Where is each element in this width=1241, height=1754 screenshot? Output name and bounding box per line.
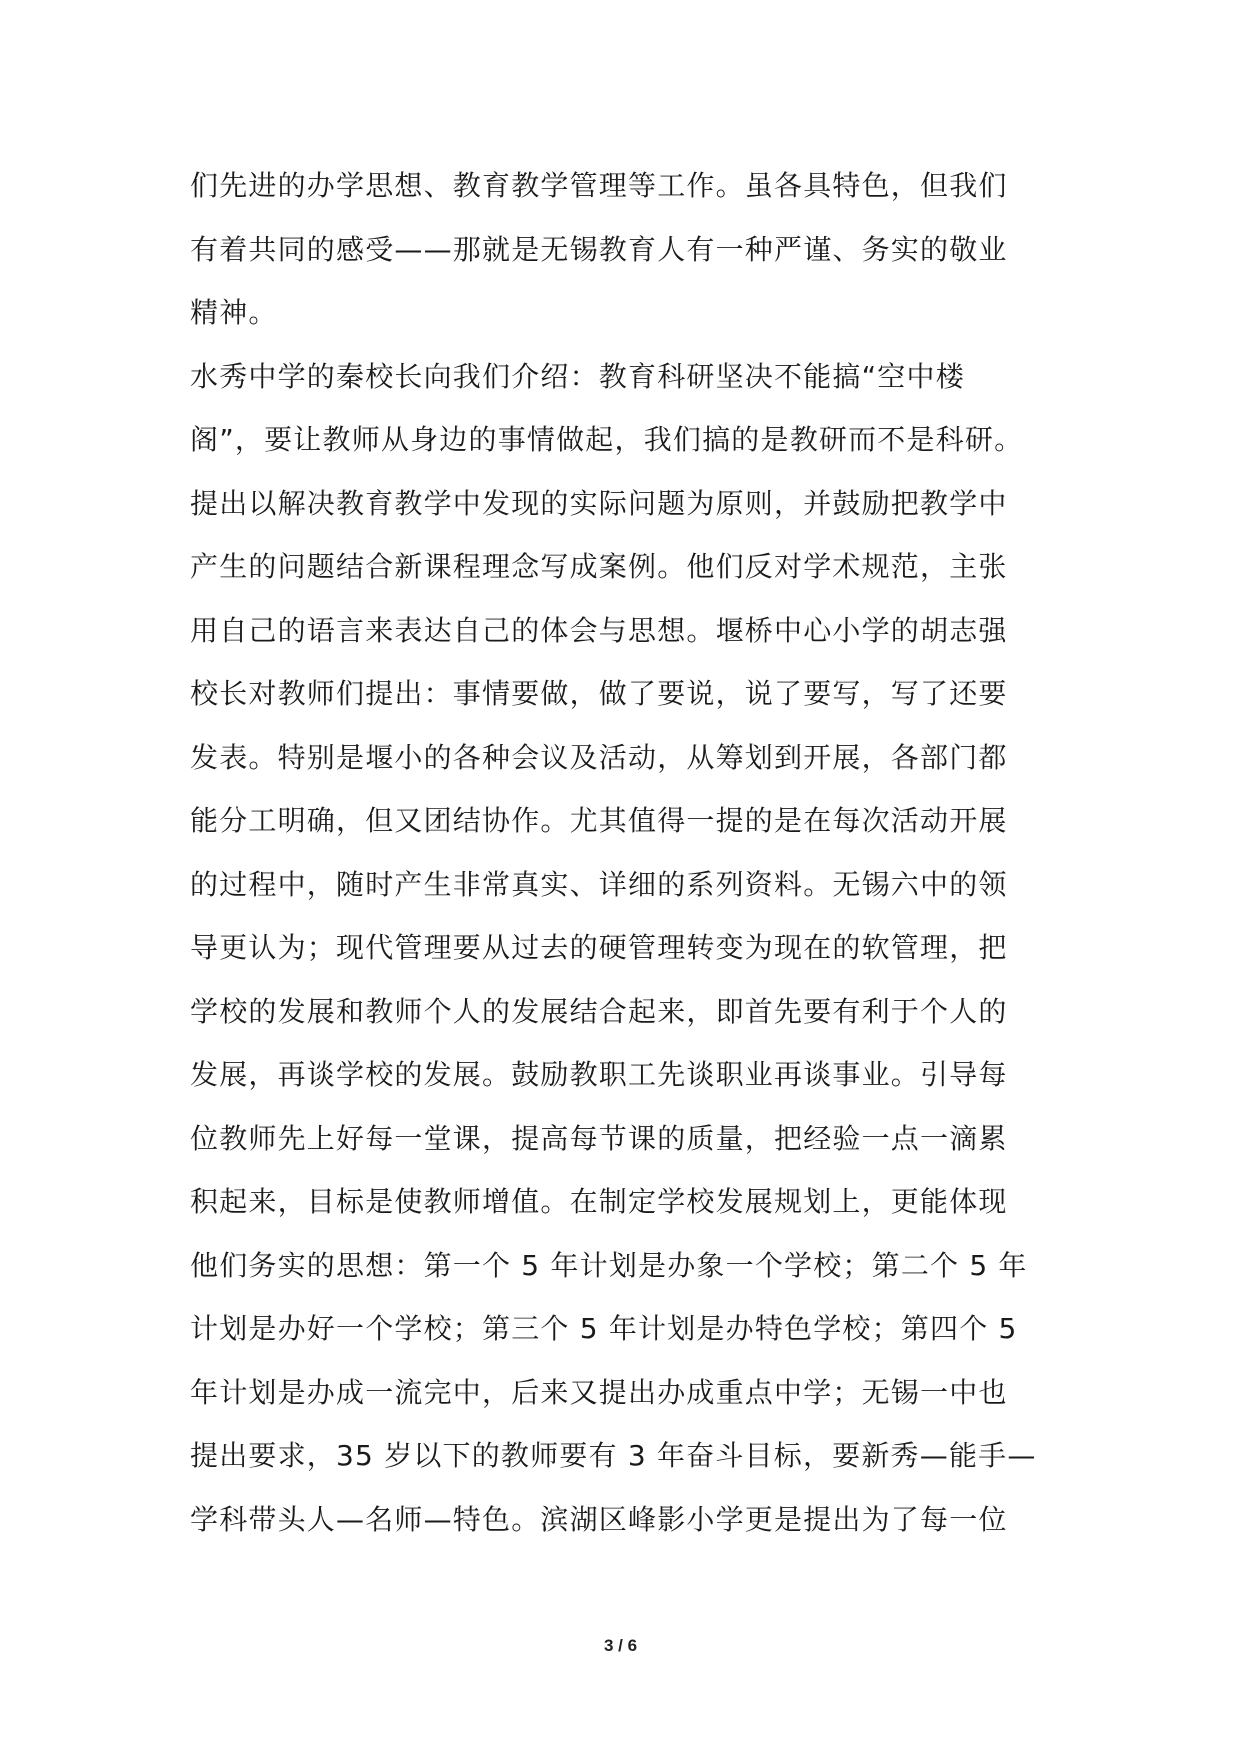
text-line: 精神。 <box>190 296 278 329</box>
text-line: 提出要求，35 岁以下的教师要有 3 年奋斗目标，要新秀—能手— <box>190 1439 1037 1472</box>
text-line: 阁”，要让教师从身边的事情做起，我们搞的是教研而不是科研。 <box>190 423 1024 456</box>
text-line: 产生的问题结合新课程理念写成案例。他们反对学术规范，主张 <box>190 550 1008 583</box>
text-line: 积起来，目标是使教师增值。在制定学校发展规划上，更能体现 <box>190 1185 1008 1218</box>
text-line: 水秀中学的秦校长向我们介绍：教育科研坚决不能搞“空中楼 <box>190 359 965 393</box>
text-line: 校长对教师们提出：事情要做，做了要说，说了要写，写了还要 <box>190 677 1008 710</box>
text-line: 发展，再谈学校的发展。鼓励教职工先谈职业再谈事业。引导每 <box>190 1058 1008 1091</box>
text-line: 发表。特别是堰小的各种会议及活动，从筹划到开展，各部门都 <box>190 740 1008 774</box>
text-line: 学校的发展和教师个人的发展结合起来，即首先要有利于个人的 <box>190 994 1008 1028</box>
text-line: 导更认为；现代管理要从过去的硬管理转变为现在的软管理，把 <box>190 931 1008 964</box>
text-line: 的过程中，随时产生非常真实、详细的系列资料。无锡六中的领 <box>190 867 1008 901</box>
text-line: 年计划是办成一流完中，后来又提出办成重点中学；无锡一中也 <box>190 1375 1008 1409</box>
text-line: 有着共同的感受——那就是无锡教育人有一种严谨、务实的敬业 <box>190 232 1008 266</box>
text-line: 计划是办好一个学校；第三个 5 年计划是办特色学校；第四个 5 <box>190 1312 1018 1345</box>
text-line: 能分工明确，但又团结协作。尤其值得一提的是在每次活动开展 <box>190 804 1008 837</box>
text-line: 他们务实的思想：第一个 5 年计划是办象一个学校；第二个 5 年 <box>190 1248 1028 1282</box>
text-line: 用自己的语言来表达自己的体会与思想。堰桥中心小学的胡志强 <box>190 613 1008 647</box>
text-line: 提出以解决教育教学中发现的实际问题为原则，并鼓励把教学中 <box>190 486 1008 520</box>
text-line: 位教师先上好每一堂课，提高每节课的质量，把经验一点一滴累 <box>190 1121 1008 1155</box>
text-line: 学科带头人—名师—特色。滨湖区峰影小学更是提出为了每一位 <box>190 1502 1008 1536</box>
text-line: 们先进的办学思想、教育教学管理等工作。虽各具特色，但我们 <box>190 169 1008 202</box>
page-number: 3 / 6 <box>603 1636 638 1655</box>
body-text <box>190 154 1070 1551</box>
